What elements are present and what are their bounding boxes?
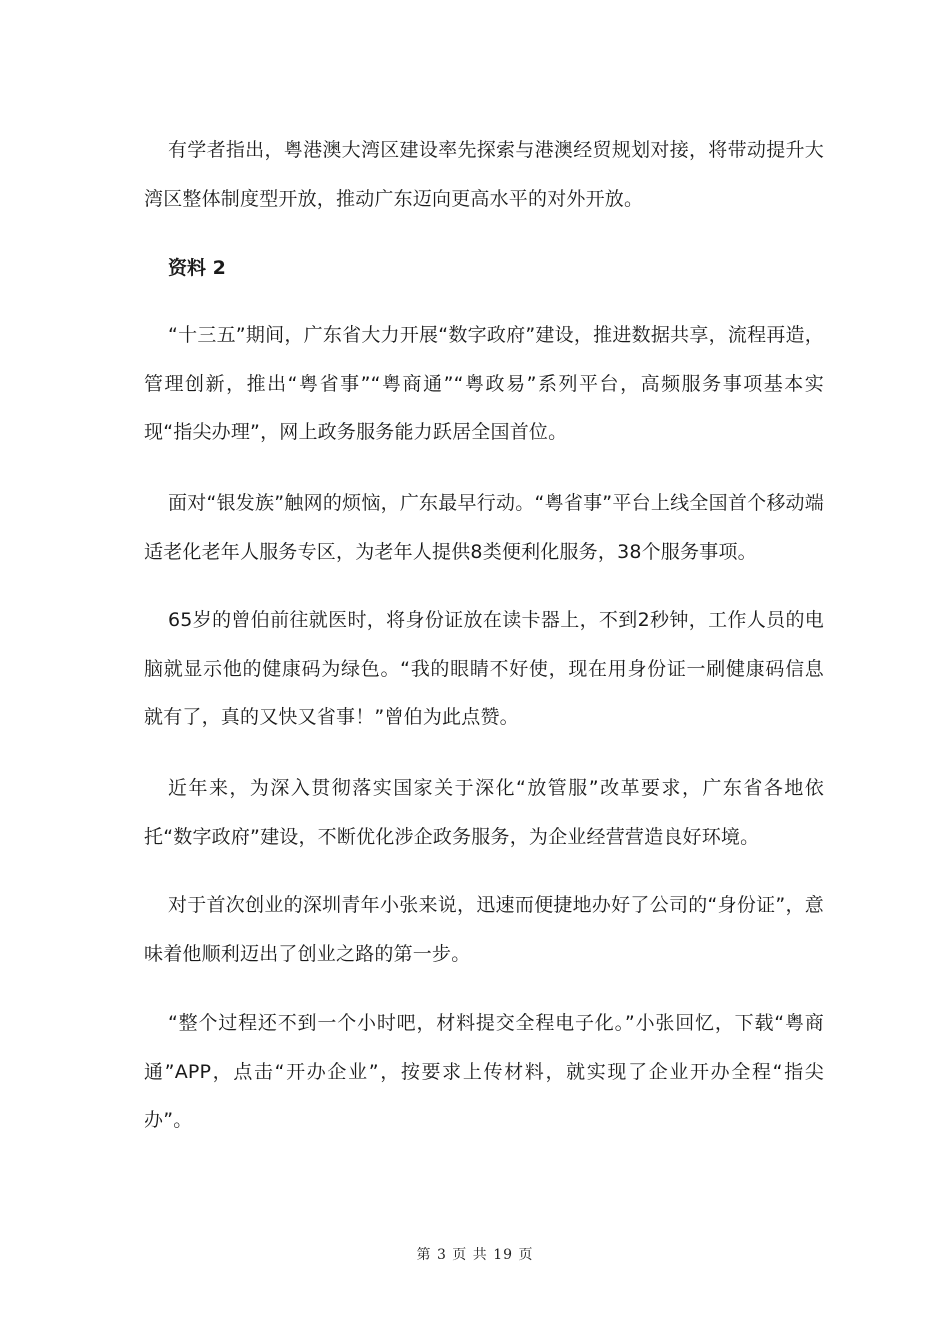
page-number-footer: 第 3 页 共 19 页 xyxy=(416,1247,534,1263)
paragraph-4: 65岁的曾伯前往就医时，将身份证放在读卡器上，不到2秒钟，工作人员的电脑就显示他的健康码为绿色。“我的眼睛不好使，现在用身份证一刷健康码信息就有了，真的又快又省事！”曾伯为此点赞。 xyxy=(144,609,824,728)
paragraph-5: 近年来，为深入贯彻落实国家关于深化“放管服”改革要求，广东省各地依托“数字政府”建设，不断优化涉企政务服务，为企业经营营造良好环境。 xyxy=(144,777,824,848)
paragraph-3: 面对“银发族”触网的烦恼，广东最早行动。“粤省事”平台上线全国首个移动端适老化老年人服务专区，为老年人提供8类便利化服务，38个服务事项。 xyxy=(144,492,824,563)
paragraph-7: “整个过程还不到一个小时吧，材料提交全程电子化。”小张回忆，下载“粤商通”APP，点击“开办企业”，按要求上传材料，就实现了企业开办全程“指尖办”。 xyxy=(144,1012,824,1131)
section-heading: 资料 2 xyxy=(168,257,226,279)
paragraph-1: 有学者指出，粤港澳大湾区建设率先探索与港澳经贸规划对接，将带动提升大湾区整体制度型开放，推动广东迈向更高水平的对外开放。 xyxy=(144,139,824,210)
paragraph-6: 对于首次创业的深圳青年小张来说，迅速而便捷地办好了公司的“身份证”，意味着他顺利迈出了创业之路的第一步。 xyxy=(144,894,824,965)
paragraph-2: “十三五”期间，广东省大力开展“数字政府”建设，推进数据共享，流程再造，管理创新，推出“粤省事”“粤商通”“粤政易”系列平台，高频服务事项基本实现“指尖办理”，网上政务服务能力跃居全国首位。 xyxy=(144,324,824,443)
